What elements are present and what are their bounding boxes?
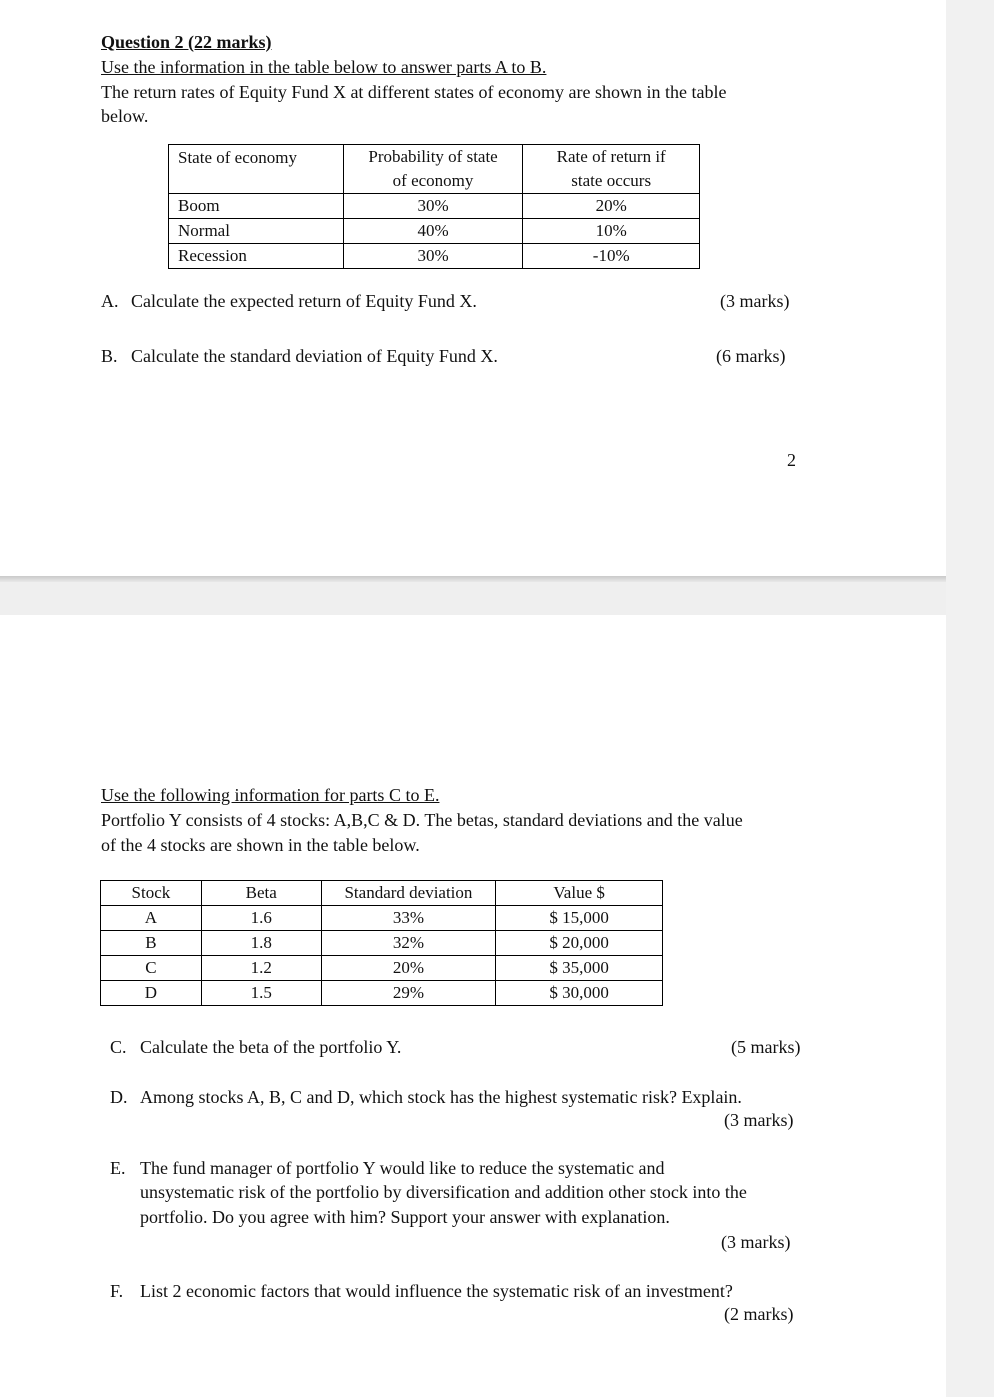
question-c-label: C. <box>110 1037 127 1057</box>
header-beta: Beta <box>201 881 321 906</box>
question-e-line-1: The fund manager of portfolio Y would like to reduce the systematic and <box>140 1158 665 1178</box>
cell-probability: 30% <box>343 244 523 269</box>
question-d-marks: (3 marks) <box>724 1110 794 1130</box>
cell-std-dev: 32% <box>321 931 496 956</box>
header-state: State of economy <box>169 145 344 194</box>
header-std-dev: Standard deviation <box>321 881 496 906</box>
table-row <box>169 244 700 269</box>
cell-value: $ 20,000 <box>496 931 663 956</box>
table-row <box>101 981 663 1006</box>
cell-state: Recession <box>169 244 344 269</box>
cell-std-dev: 20% <box>321 956 496 981</box>
header-stock: Stock <box>101 881 202 906</box>
intro-line-2: of the 4 stocks are shown in the table below. <box>101 835 420 855</box>
cell-state: Boom <box>169 194 344 219</box>
intro-line-1: Portfolio Y consists of 4 stocks: A,B,C & D. The betas, standard deviations and the value <box>101 810 743 830</box>
question-d-label: D. <box>110 1087 128 1107</box>
question-e-line-3: portfolio. Do you agree with him? Support your answer with explanation. <box>140 1207 670 1227</box>
page-gap <box>0 582 946 615</box>
question-f-text: List 2 economic factors that would influence the systematic risk of an investment? <box>140 1281 733 1301</box>
header-value: Value $ <box>496 881 663 906</box>
header-probability: Probability of state of economy <box>343 145 523 194</box>
cell-probability: 30% <box>343 194 523 219</box>
cell-stock: B <box>101 931 202 956</box>
question-b-label: B. <box>101 346 118 366</box>
instruction-c-e: Use the following information for parts C to E. <box>101 785 440 805</box>
cell-std-dev: 33% <box>321 906 496 931</box>
question-title: Question 2 (22 marks) <box>101 32 272 52</box>
question-c-text: Calculate the beta of the portfolio Y. <box>140 1037 402 1057</box>
cell-beta: 1.5 <box>201 981 321 1006</box>
cell-beta: 1.6 <box>201 906 321 931</box>
table-row <box>101 931 663 956</box>
table-row <box>101 956 663 981</box>
cell-return: 10% <box>523 219 700 244</box>
instruction-a-b: Use the information in the table below to answer parts A to B. <box>101 57 547 77</box>
question-a-text: Calculate the expected return of Equity Fund X. <box>131 291 477 311</box>
question-f-label: F. <box>110 1281 124 1301</box>
intro-line-2: below. <box>101 106 149 126</box>
cell-value: $ 15,000 <box>496 906 663 931</box>
intro-line-1: The return rates of Equity Fund X at different states of economy are shown in the table <box>101 82 727 102</box>
question-e-line-2: unsystematic risk of the portfolio by diversification and addition other stock into the <box>140 1182 747 1202</box>
header-return: Rate of return if state occurs <box>523 145 700 194</box>
question-b-text: Calculate the standard deviation of Equity Fund X. <box>131 346 498 366</box>
question-d-text: Among stocks A, B, C and D, which stock has the highest systematic risk? Explain. <box>140 1087 742 1107</box>
question-f-marks: (2 marks) <box>724 1304 794 1324</box>
question-a-label: A. <box>101 291 119 311</box>
question-a-marks: (3 marks) <box>720 291 790 311</box>
question-b-marks: (6 marks) <box>716 346 786 366</box>
document-page-2 <box>0 615 946 1397</box>
cell-value: $ 35,000 <box>496 956 663 981</box>
cell-value: $ 30,000 <box>496 981 663 1006</box>
cell-return: -10% <box>523 244 700 269</box>
cell-stock: A <box>101 906 202 931</box>
cell-std-dev: 29% <box>321 981 496 1006</box>
table-header-row <box>169 145 700 194</box>
question-e-label: E. <box>110 1158 126 1178</box>
portfolio-table <box>100 880 663 1006</box>
table-header-row <box>101 881 663 906</box>
cell-stock: C <box>101 956 202 981</box>
cell-return: 20% <box>523 194 700 219</box>
cell-beta: 1.2 <box>201 956 321 981</box>
table-row <box>101 906 663 931</box>
table-row <box>169 194 700 219</box>
cell-stock: D <box>101 981 202 1006</box>
question-c-marks: (5 marks) <box>731 1037 801 1057</box>
page-number: 2 <box>787 450 796 470</box>
document-page-1 <box>0 0 946 577</box>
cell-state: Normal <box>169 219 344 244</box>
table-row <box>169 219 700 244</box>
return-rates-table <box>168 144 700 269</box>
question-e-marks: (3 marks) <box>721 1232 791 1252</box>
cell-probability: 40% <box>343 219 523 244</box>
cell-beta: 1.8 <box>201 931 321 956</box>
